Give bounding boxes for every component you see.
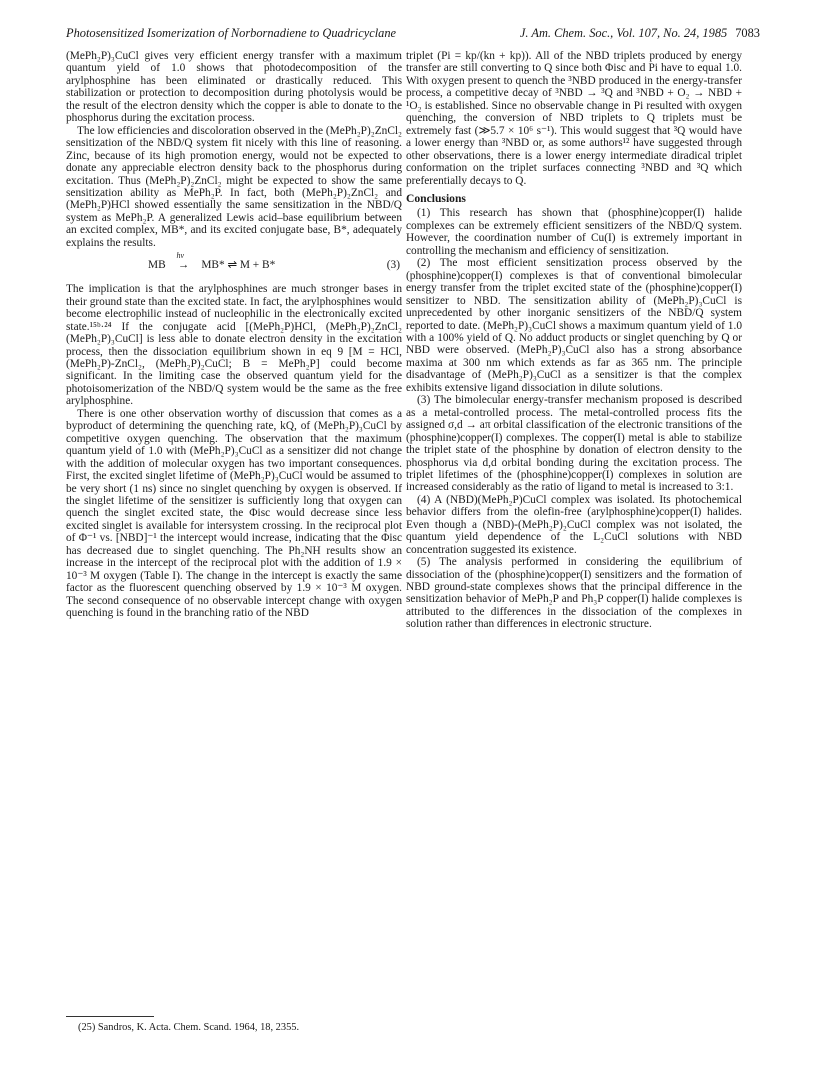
conclusion-item: (1) This research has shown that (phosphine)copper(I) halide complexes can be extremely efficient sensitizers of the NBD/Q system. However, the coordination number of Cu(I) is extremely important in controlling the mechanism and efficiency of sensitization. bbox=[406, 207, 742, 257]
journal-name: J. Am. Chem. Soc., Vol. 107, No. 24, 1985 bbox=[519, 26, 728, 40]
conclusion-item: (2) The most efficient sensitization process observed by the (phosphine)copper(I) complexes is that of conventional bimolecular energy transfer from the triplet excited state of the (phosphine)copper(I) sensitizer to NBD. The sensitization ability of (MePh₂P)₃CuCl is unprecedented by other inorganic sensitizers of the NBD/Q system reported to date. (MePh₂P)₃CuCl shows a maximum quantum yield of 1.0 with a 100% yield of Q. No adduct products or singlet quenching by Q or NBD were observed. (MePh₂P)₃CuCl also has a strong absorbance maxima at 300 nm which extends as far as 365 nm. The principle disadvantage of (MePh₂P)₃CuCl as a sensitizer is that the complex exhibits extensive ligand dissociation in dilute solutions. bbox=[406, 257, 742, 394]
conclusion-item: (5) The analysis performed in considering the equilibrium of dissociation of the (phosphine)copper(I) sensitizers and the formation of NBD ground-state complexes shows that the principal difference in the sensitization behavior of MePh₂P and Ph₃P copper(I) halide complexes is attributed to the differences in the dissociation of the complexes in solution rather than differences in electronic structure. bbox=[406, 556, 742, 631]
equation-number: (3) bbox=[386, 259, 400, 272]
journal-citation bbox=[520, 26, 760, 41]
section-title-conclusions: Conclusions bbox=[406, 191, 466, 205]
equation-3 bbox=[66, 253, 402, 281]
paragraph: triplet (Pi = kp/(kn + kp)). All of the NBD triplets produced by energy transfer are still converting to Q since both Φisc and Pi have to equal 1.0. With oxygen present to quench the ³NBD produced in the energy-transfer process, a competitive decay of ³NBD → ³Q and ³NBD + O₂ → NBD + ¹O₂ is established. Since no observable change in Pi resulted with oxygen quenching, the conversion of NBD triplets to Q triplets must be extremely fast (≫5.7 × 10⁶ s⁻¹). This would suggest that ³Q would have a lower energy than ³NBD or, as some authors¹² have suggested through other observations, there is a lower energy intermediate diradical triplet conformation on the triplet surfaces connecting ³NBD and ³Q which preferentially decays to Q. bbox=[406, 50, 742, 187]
page-number: 7083 bbox=[735, 26, 760, 40]
equation-expression bbox=[148, 251, 276, 272]
running-header bbox=[66, 26, 760, 42]
hv-label: hν bbox=[176, 251, 185, 261]
conclusion-item: (4) A (NBD)(MePh₂P)CuCl complex was isolated. Its photochemical behavior differs from the olefin-free (arylphosphine)copper(I) halides. Even though a (NBD)-(MePh₂P)₂CuCl complex was not isolated, the quantum yield dependence of the L₂CuCl solutions with NBD concentration suggested its existence. bbox=[406, 493, 742, 556]
photo-arrow bbox=[169, 251, 199, 272]
equation-right: MB* ⇌ M + B* bbox=[201, 259, 276, 272]
left-column bbox=[66, 50, 402, 619]
arrow-glyph: → bbox=[177, 259, 190, 272]
running-title: Photosensitized Isomerization of Norbornadiene to Quadricyclane bbox=[66, 26, 397, 40]
footnote-25: (25) Sandros, K. Acta. Chem. Scand. 1964, 18, 2355. bbox=[78, 1022, 300, 1033]
paragraph: There is one other observation worthy of discussion that comes as a byproduct of determining the quenching rate, kQ, of (MePh₂P)₃CuCl by competitive oxygen quenching. The observation that the maximum quantum yield of 1.0 with (MePh₂P)₃CuCl as a sensitizer did not change with the addition of molecular oxygen has two important consequences. First, the excited singlet lifetime of (MePh₂P)₃CuCl would be assumed to be very short (1 ns) since no singlet quenching by oxygen is observed. If the singlet lifetime of the sensitizer is sufficiently long that oxygen can quench the singlet excited state, the Φisc would decrease since less excited singlet is available for intersystem crossing. In the reciprocal plot of Φ⁻¹ vs. [NBD]⁻¹ the intercept would increase, indicating that the Φisc has decreased due to singlet quenching. The Ph₂NH results show an increase in the intercept of the reciprocal plot with the addition of 1.9 × 10⁻³ M oxygen (Table I). The change in the intercept is exactly the same factor as the fluorescent quenching observed by 1.9 × 10⁻³ M oxygen. The second consequence of no observable intercept change with oxygen quenching is found in the branching ratio of the NBD bbox=[66, 407, 402, 620]
conclusion-item: (3) The bimolecular energy-transfer mechanism proposed is described as a metal-controlled process. The metal-controlled process fits the assigned σ,d → aπ orbital classification of the electronic transitions of the (phosphine)copper(I) complexes. The copper(I) metal is able to stabilize the triplet state of the phosphine by donation of electron density to the phosphorus via d,d orbital bonding during the excitation process. The triplet lifetimes of the (phosphine)copper(I) complexes in solution are increased considerably as the ratio of ligand to metal is increased to 3:1. bbox=[406, 394, 742, 494]
footnote-rule bbox=[66, 1016, 154, 1017]
paragraph: The implication is that the arylphosphines are much stronger bases in their ground state than the excited state. In fact, the arylphosphines would become electrophilic instead of nucleophilic in the electronically excited state.¹⁵ᵇ·²⁴ If the conjugate acid [(MePh₂P)HCl, (MePh₂P)₂ZnCl₂ (MePh₂P)₃CuCl] is less able to donate electron density in the excitation process, then the dissociation equilibrium shown in eq 9 [M = HCl, (MePh₂P)-ZnCl₂, (MePh₂P)₂CuCl; B = MePh₂P] could become significant. In the limiting case the observed quantum yield for the photoisomerization of the NBD/Q system would be the same as the free arylphosphine. bbox=[66, 283, 402, 408]
paragraph: (MePh₂P)₃CuCl gives very efficient energy transfer with a maximum quantum yield of 1.0 shows that photodecomposition of the arylphosphine has been eliminated or drastically reduced. This stabilization or protection to decomposition during photolysis would be the result of the electron density which the copper is able to donate to the phosphorus during the excitation process. bbox=[66, 50, 402, 125]
equation-left: MB bbox=[148, 259, 166, 272]
paragraph: The low efficiencies and discoloration observed in the (MePh₂P)₂ZnCl₂ sensitization of the NBD/Q system fit nicely with this line of reasoning. Zinc, because of its high promotion energy, would not be expected to donate any appreciable electron density back to the phosphorus during excitation. Thus (MePh₂P)₂ZnCl₂ might be expected to show the same sensitization ability as MePh₂P. In fact, both (MePh₂P)₂ZnCl₂ and (MePh₂P)HCl showed essentially the same sensitization in the NBD/Q system as MePh₂P. A generalized Lewis acid–base equilibrium between an excited complex, MB*, and its excited conjugate base, B*, adequately explains the results. bbox=[66, 124, 402, 249]
right-column bbox=[406, 50, 742, 631]
